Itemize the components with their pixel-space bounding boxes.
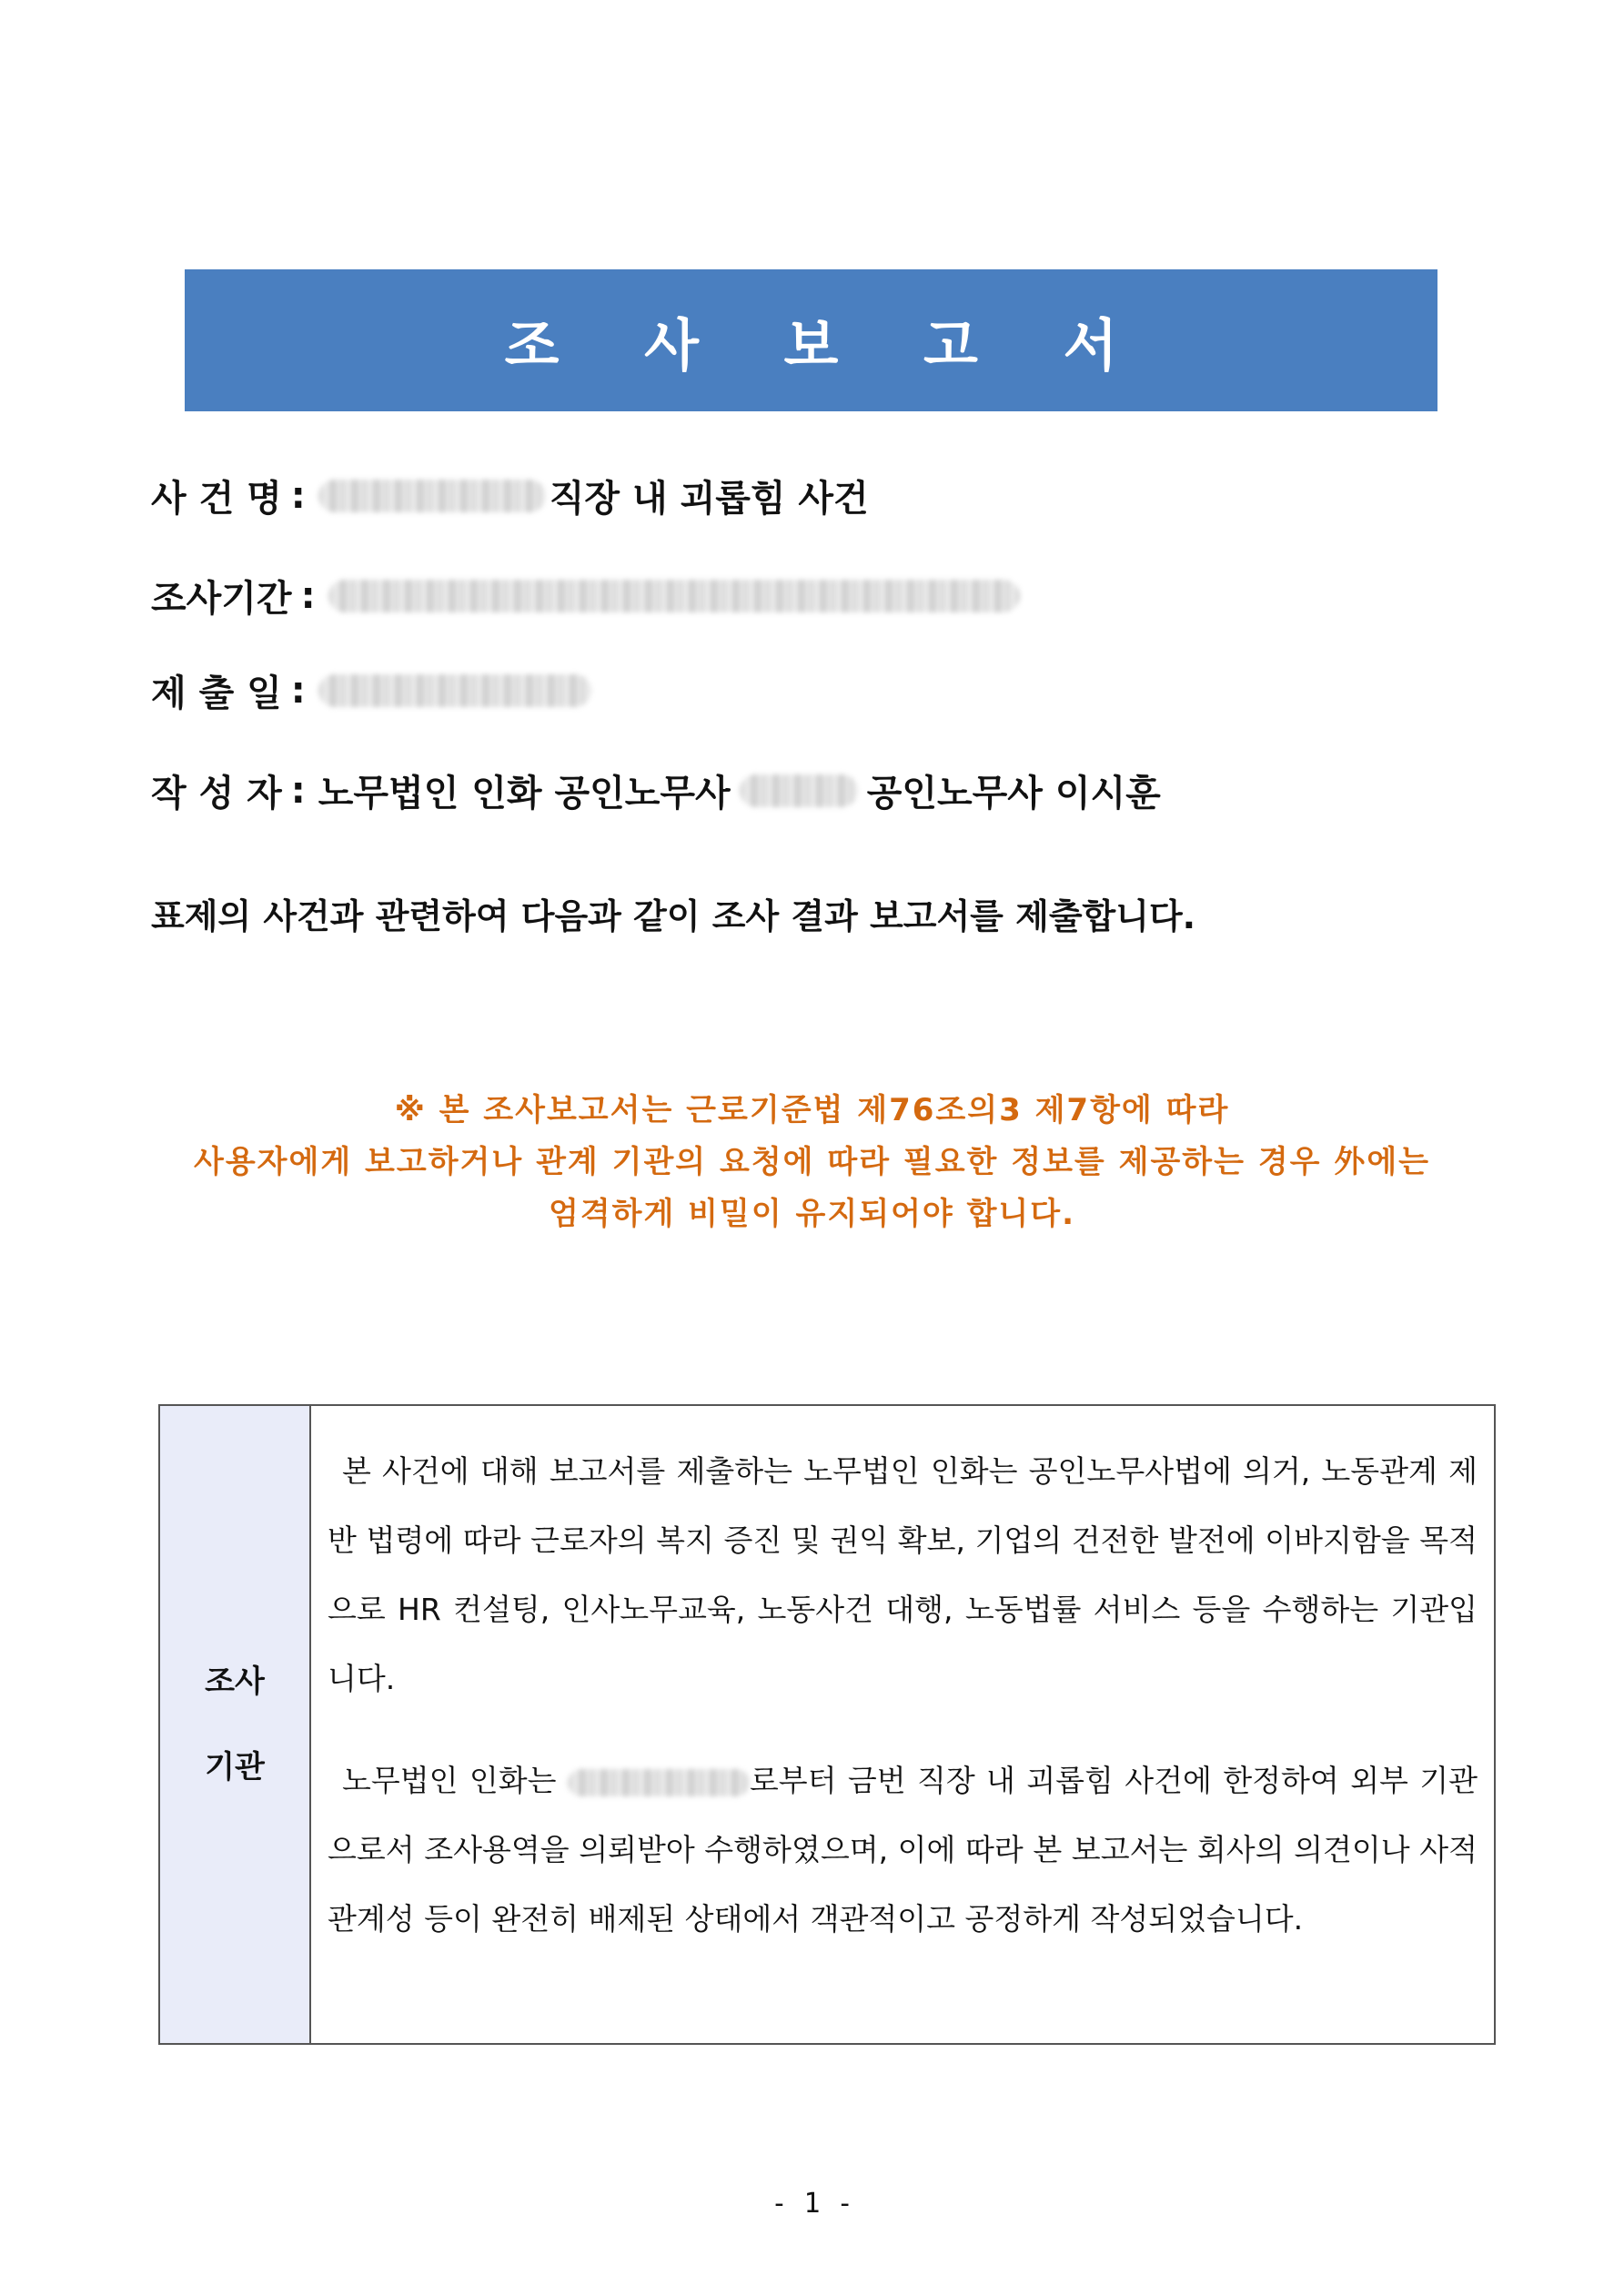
- confidentiality-notice: [109, 1085, 1515, 1240]
- org-label-line-1: 조사: [205, 1664, 265, 1700]
- investigating-organization-label-cell: [160, 1406, 311, 2043]
- document-title: 조 사 보 고 서: [504, 311, 1151, 379]
- org-paragraph-2-suffix: 로부터 금번 직장 내 괴롭힘 사건에 한정하여 외부 기관으로서 조사용역을 의뢰받아 수행하였으며, 이에 따라 본 보고서는 회사의 의견이나 사적 관계성 등이 완전히 배제된 상태에서 객관적이고 공정하게 작성되었습니다.: [328, 1763, 1478, 1937]
- case-name-row: [151, 470, 869, 521]
- case-name-colon: :: [290, 474, 306, 517]
- author-colon: :: [290, 769, 306, 812]
- redacted-company-name: [318, 480, 546, 512]
- title-banner: [185, 269, 1437, 411]
- org-paragraph-2-prefix: 노무법인 인화는: [342, 1763, 557, 1798]
- investigating-organization-table: [158, 1404, 1496, 2045]
- org-paragraph-1: 본 사건에 대해 보고서를 제출하는 노무법인 인화는 공인노무사법에 의거, 노동관계 제반 법령에 따라 근로자의 복지 증진 및 권익 확보, 기업의 건전한 발전에 이바지함을 목적으로 HR 컨설팅, 인사노무교육, 노동사건 대행, 노동법률 서비스 등을 수행하는 기관입니다.: [328, 1453, 1478, 1696]
- org-paragraph-2: [328, 1746, 1478, 1954]
- case-name-label: 사 건 명: [151, 478, 282, 520]
- redacted-submission-date: [318, 674, 591, 707]
- notice-line-3: 엄격하게 비밀이 유지되어야 합니다.: [548, 1196, 1076, 1232]
- investigation-period-row: [151, 570, 1020, 622]
- notice-line-2: 사용자에게 보고하거나 관계 기관의 요청에 따라 필요한 정보를 제공하는 경우 外에는: [193, 1144, 1431, 1180]
- notice-line-1: ※ 본 조사보고서는 근로기준법 제76조의3 제7항에 따라: [394, 1092, 1230, 1128]
- redacted-client-name: [568, 1769, 750, 1796]
- submission-date-colon: :: [290, 669, 306, 712]
- investigating-organization-description: [311, 1406, 1494, 2043]
- author-value-suffix: 공인노무사 이시훈: [866, 773, 1161, 814]
- page-number: - 1 -: [771, 2188, 853, 2220]
- submission-date-label: 제 출 일: [151, 673, 282, 714]
- redacted-investigation-period: [328, 580, 1020, 612]
- author-value-prefix: 노무법인 인화 공인노무사: [318, 773, 731, 814]
- author-row: [151, 764, 1161, 816]
- case-name-value: 직장 내 괴롭힘 사건: [549, 478, 869, 520]
- redacted-author-name: [740, 774, 858, 807]
- intro-sentence: 표제의 사건과 관련하여 다음과 같이 조사 결과 보고서를 제출합니다.: [151, 896, 1196, 936]
- investigation-period-colon: :: [300, 574, 316, 617]
- org-label-line-2: 기관: [205, 1749, 265, 1785]
- investigation-period-label: 조사기간: [151, 578, 292, 620]
- submission-date-row: [151, 664, 591, 716]
- author-label: 작 성 자: [151, 773, 282, 814]
